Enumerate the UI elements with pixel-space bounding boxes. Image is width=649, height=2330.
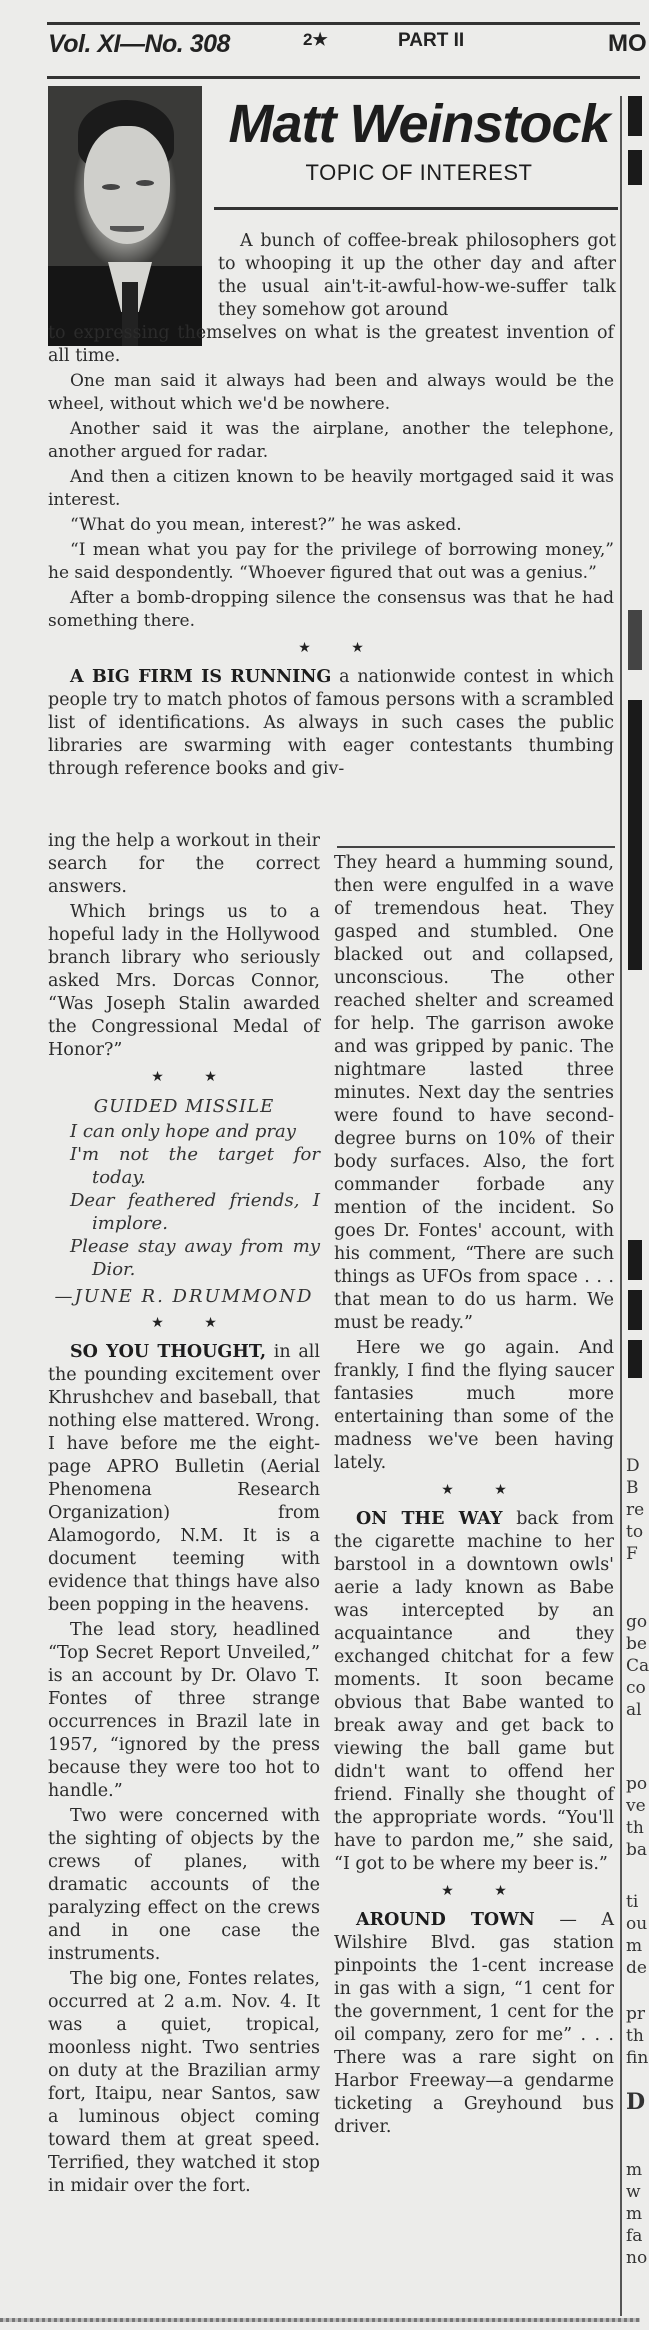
paragraph — [48, 1341, 320, 1617]
adjacent-text: to — [626, 1522, 644, 1542]
paragraph-text: a nationwide contest in which people try to match photos of famous persons with a scrambled list of identifications. As always in such cases the public libraries are swarming with eager contestants thumbing through reference books and giv- — [48, 667, 614, 779]
masthead-top-rule — [47, 22, 640, 25]
poem-line: Please stay away from my Dior. — [70, 1236, 320, 1280]
adjacent-text: ve — [626, 1796, 646, 1816]
adjacent-text: pr — [626, 2004, 646, 2024]
adjacent-headline-block — [628, 1340, 642, 1378]
paragraph: Another said it was the airplane, another the telephone, another argued for radar. — [48, 419, 614, 462]
right-column — [334, 852, 614, 2141]
adjacent-text: th — [626, 2026, 644, 2046]
paragraph: Which brings us to a hopeful lady in the Hollywood branch library who seriously asked Mrs. Dorcas Connor, “Was Joseph Stalin awarded the Congressional Medal of Honor?” — [48, 902, 320, 1060]
section-separator: ★ ★ — [151, 1315, 235, 1331]
section-separator: ★ ★ — [151, 1069, 235, 1085]
column-divider — [620, 96, 622, 2316]
paragraph — [48, 666, 614, 781]
poem-title: GUIDED MISSILE — [93, 1096, 275, 1117]
volume-number: Vol. XI—No. 308 — [48, 30, 230, 58]
date-fragment: MO — [608, 30, 647, 57]
photo-eye — [136, 180, 154, 186]
paragraph: One man said it always had been and always would be the wheel, without which we'd be nowhere. — [48, 371, 614, 414]
poem-line: I'm not the target for today. — [70, 1144, 320, 1188]
adjacent-column — [626, 0, 649, 2330]
adjacent-headline-block — [628, 96, 642, 136]
section-separator: ★ ★ — [441, 1883, 525, 1899]
adjacent-image-block — [628, 610, 642, 670]
adjacent-text: be — [626, 1634, 647, 1654]
adjacent-text: fin — [626, 2048, 649, 2068]
section-label: PART II — [398, 30, 465, 51]
adjacent-image-block — [628, 700, 642, 970]
header-rule — [214, 207, 618, 210]
adjacent-text: m — [626, 2204, 643, 2224]
adjacent-text: no — [626, 2248, 648, 2268]
adjacent-text: al — [626, 1700, 642, 1720]
poem-line: I can only hope and pray — [70, 1121, 296, 1142]
adjacent-text: de — [626, 1958, 647, 1978]
intro-text — [218, 230, 616, 324]
adjacent-headline-block — [628, 150, 642, 185]
edition-mark: 2★ — [303, 30, 328, 49]
paragraph: The lead story, headlined “Top Secret Report Unveiled,” is an account by Dr. Olavo T. Fontes of three strange occurrences in Brazil late in 1957, “ignored by the press because they were too hot to handle.” — [48, 1620, 320, 1801]
adjacent-text: co — [626, 1678, 646, 1698]
adjacent-text: m — [626, 1936, 643, 1956]
adjacent-text: re — [626, 1500, 645, 1520]
section-lead: A BIG FIRM IS RUNNING — [70, 667, 332, 687]
adjacent-text: ti — [626, 1892, 639, 1912]
paragraph: They heard a humming sound, then were engulfed in a wave of tremendous heat. They gasped and stumbled. One blacked out and collapsed, unconscious. The other reached shelter and screamed for help. The garrison awoke and was gripped by panic. The nightmare lasted three minutes. Next day the sentries were found to have second-degree burns on 10% of their body surfaces. Also, the fort commander forbade any mention of the incident. So goes Dr. Fontes' account, with his comment, “There are such things as UFOs from space . . . that mean to do us harm. We must be ready.” — [334, 853, 614, 1333]
paragraph — [334, 1508, 614, 1876]
paragraph-text: back from the cigarette machine to her barstool in a downtown owls' aerie a lady known as Babe was intercepted by an acquaintance and they exchanged chitchat for a few moments. It soon became obvious that Babe wanted to break away and get back to viewing the ball game but didn't want to offend her friend. Finally she thought of the appropriate words. “You'll have to pardon me,” she said, “I got to be where my beer is.” — [334, 1509, 614, 1874]
section-separator: ★ ★ — [441, 1482, 525, 1498]
adjacent-text: F — [626, 1544, 638, 1564]
photo-mouth — [110, 226, 144, 232]
adjacent-text: fa — [626, 2226, 643, 2246]
paragraph: A bunch of coffee-break philosophers got to whooping it up the other day and after the usual ain't-it-awful-how-we-suffer talk they somehow got around — [218, 231, 616, 320]
section-lead: SO YOU THOUGHT, — [70, 1342, 267, 1362]
adjacent-headline-block — [628, 1290, 642, 1330]
photo-eye — [102, 184, 120, 190]
adjacent-text: w — [626, 2182, 641, 2202]
paragraph: And then a citizen known to be heavily mortgaged said it was interest. — [48, 467, 614, 510]
poem-author: —JUNE R. DRUMMOND — [54, 1286, 314, 1307]
page-bottom-rule — [0, 2318, 640, 2322]
adjacent-text: Ca — [626, 1656, 649, 1676]
adjacent-text: D — [626, 1456, 640, 1476]
paragraph: Two were concerned with the sighting of objects by the crews of planes, with dramatic accounts of the paralyzing effect on the crews and in one case the instruments. — [48, 1806, 320, 1964]
adjacent-text: m — [626, 2160, 643, 2180]
paragraph-text: in all the pounding excitement over Khrushchev and baseball, that nothing else mattered. Wrong. I have before me the eight-page APRO Bulletin (Aerial Phenomena Research Organization) from Alamogordo, N.M. It is a document teeming with evidence that things have also been popping in the heavens. — [48, 1342, 320, 1615]
paragraph: Here we go again. And frankly, I find the flying saucer fantasies much more entertaining than some of the madness we've been having lately. — [334, 1338, 614, 1473]
section-lead: ON THE WAY — [356, 1509, 503, 1529]
column-header — [220, 94, 618, 186]
author-photo — [48, 86, 202, 340]
left-column — [48, 830, 320, 2200]
adjacent-text: D — [626, 2089, 646, 2115]
column-title: TOPIC OF INTEREST — [305, 160, 533, 185]
paragraph: to expressing themselves on what is the greatest invention of all time. — [48, 323, 614, 366]
adjacent-text: go — [626, 1612, 648, 1632]
adjacent-text: ba — [626, 1840, 648, 1860]
paragraph: “I mean what you pay for the privilege of borrowing money,” he said despondently. “Whoever figured that out was a genius.” — [48, 540, 614, 583]
section-separator: ★ ★ — [298, 640, 382, 656]
paragraph: After a bomb-dropping silence the consensus was that he had something there. — [48, 588, 614, 631]
masthead-bottom-rule — [47, 76, 640, 79]
adjacent-text: po — [626, 1774, 648, 1794]
paragraph-text: — A Wilshire Blvd. gas station pinpoints the 1-cent increase in gas with a sign, “1 cent for the government, 1 cent for the oil company, zero for me” . . . There was a rare sight on Harbor Freeway—a gendarme ticketing a Greyhound bus driver. — [334, 1910, 614, 2137]
paragraph — [334, 1909, 614, 2139]
adjacent-text: ou — [626, 1914, 648, 1934]
paragraph: The big one, Fontes relates, occurred at 2 a.m. Nov. 4. It was a quiet, tropical, moonless night. Two sentries on duty at the Brazilian army fort, Itaipu, near Santos, saw a luminous object coming toward them at great speed. Terrified, they watched it stop in midair over the fort. — [48, 1969, 320, 2196]
poem — [48, 1095, 320, 1308]
section-lead: AROUND TOWN — [356, 1910, 535, 1930]
author-name: Matt Weinstock — [228, 94, 610, 154]
article-full-width — [48, 322, 614, 783]
masthead — [48, 26, 647, 74]
poem-line: Dear feathered friends, I implore. — [70, 1190, 320, 1234]
paragraph: ing the help a workout in their search for the correct answers. — [48, 831, 320, 897]
inset-rule — [337, 846, 615, 848]
adjacent-text: B — [626, 1478, 639, 1498]
adjacent-headline-block — [628, 1240, 642, 1280]
paragraph: “What do you mean, interest?” he was asked. — [70, 515, 462, 535]
adjacent-text: th — [626, 1818, 644, 1838]
